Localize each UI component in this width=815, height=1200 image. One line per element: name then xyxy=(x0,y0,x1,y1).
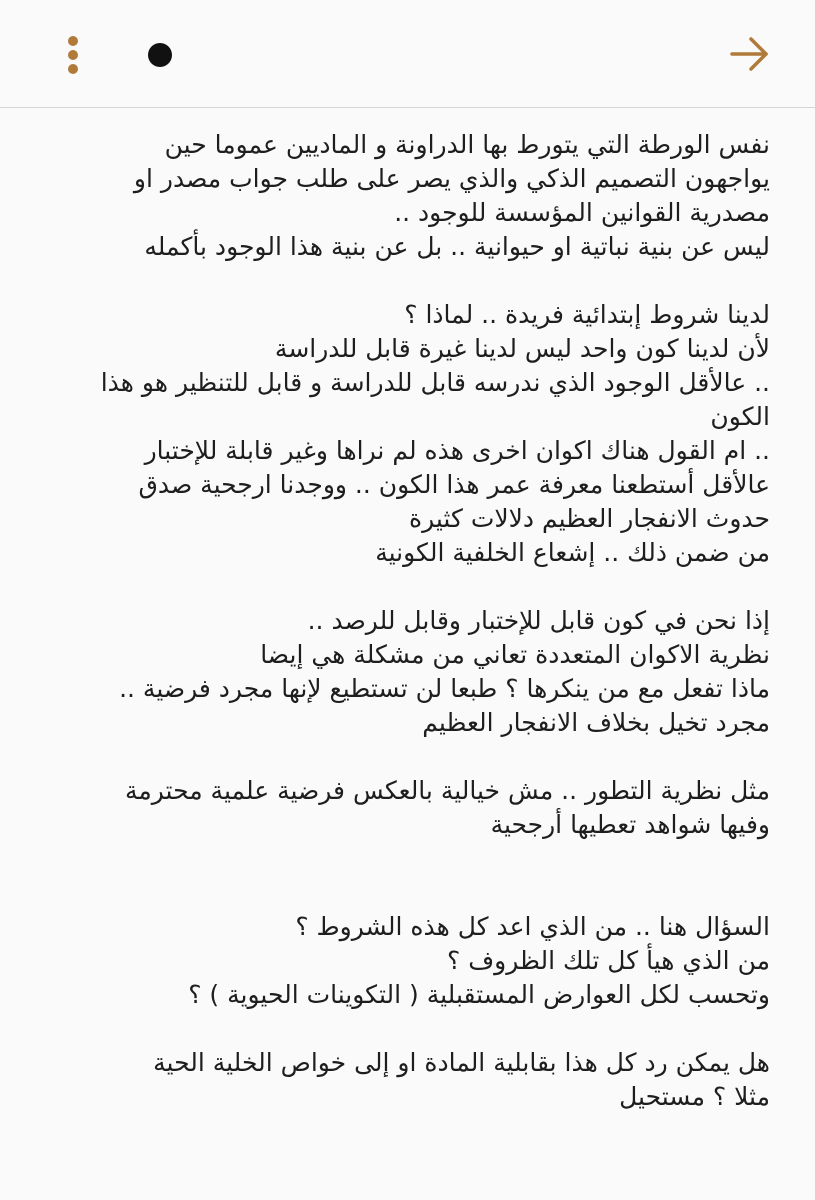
note-line: ليس عن بنية نباتية او حيوانية .. بل عن بنية هذا الوجود بأكمله xyxy=(144,232,770,261)
note-line: إذا نحن في كون قابل للإختبار وقابل للرصد .. xyxy=(307,606,770,635)
note-line: السؤال هنا .. من الذي اعد كل هذه الشروط ؟ xyxy=(295,912,770,941)
note-line: حدوث الانفجار العظيم دلالات كثيرة xyxy=(409,504,770,533)
note-line: مصدرية القوانين المؤسسة للوجود .. xyxy=(394,198,770,227)
note-line xyxy=(70,876,770,910)
note-line: مثلا ؟ مستحيل xyxy=(619,1082,770,1111)
filled-circle-icon xyxy=(148,43,172,67)
note-line xyxy=(70,740,770,774)
note-line: ماذا تفعل مع من ينكرها ؟ طبعا لن تستطيع لإنها مجرد فرضية .. xyxy=(119,674,770,703)
note-body-text[interactable] xyxy=(70,128,770,1114)
note-line: من الذي هيأ كل تلك الظروف ؟ xyxy=(447,946,770,975)
arrow-right-icon xyxy=(724,28,776,80)
more-options-button[interactable] xyxy=(56,30,90,78)
more-vert-icon-dot xyxy=(68,50,78,60)
note-line xyxy=(70,1012,770,1046)
note-line: من ضمن ذلك .. إشعاع الخلفية الكونية xyxy=(375,538,770,567)
note-line: وفيها شواهد تعطيها أرجحية xyxy=(490,810,770,839)
note-line: .. ام القول هناك اكوان اخرى هذه لم نراها وغير قابلة للإختبار xyxy=(144,436,770,465)
note-line xyxy=(70,570,770,604)
note-line: مجرد تخيل بخلاف الانفجار العظيم xyxy=(422,708,770,737)
note-line xyxy=(70,842,770,876)
note-line: عالأقل أستطعنا معرفة عمر هذا الكون .. ووجدنا ارجحية صدق xyxy=(138,470,770,499)
note-line: يواجهون التصميم الذكي والذي يصر على طلب جواب مصدر او xyxy=(133,164,770,193)
top-toolbar xyxy=(0,0,815,108)
note-line: لأن لدينا كون واحد ليس لدينا غيرة قابل للدراسة xyxy=(274,334,770,363)
note-line: نفس الورطة التي يتورط بها الدراونة و الماديين عموما حين xyxy=(164,130,770,159)
note-line: وتحسب لكل العوارض المستقبلية ( التكوينات الحيوية ) ؟ xyxy=(188,980,770,1009)
note-line xyxy=(70,264,770,298)
more-vert-icon-dot xyxy=(68,64,78,74)
back-button[interactable] xyxy=(724,28,776,80)
note-line: لدينا شروط إبتدائية فريدة .. لماذا ؟ xyxy=(404,300,770,329)
note-line: نظرية الاكوان المتعددة تعاني من مشكلة هي إيضا xyxy=(260,640,770,669)
more-vert-icon-dot xyxy=(68,36,78,46)
note-line: مثل نظرية التطور .. مش خيالية بالعكس فرضية علمية محترمة xyxy=(124,776,770,805)
note-line: .. عالأقل الوجود الذي ندرسه قابل للدراسة و قابل للتنظير هو هذا xyxy=(100,368,770,397)
note-line: هل يمكن رد كل هذا بقابلية المادة او إلى خواص الخلية الحية xyxy=(153,1048,770,1077)
note-line: الكون xyxy=(710,402,770,431)
